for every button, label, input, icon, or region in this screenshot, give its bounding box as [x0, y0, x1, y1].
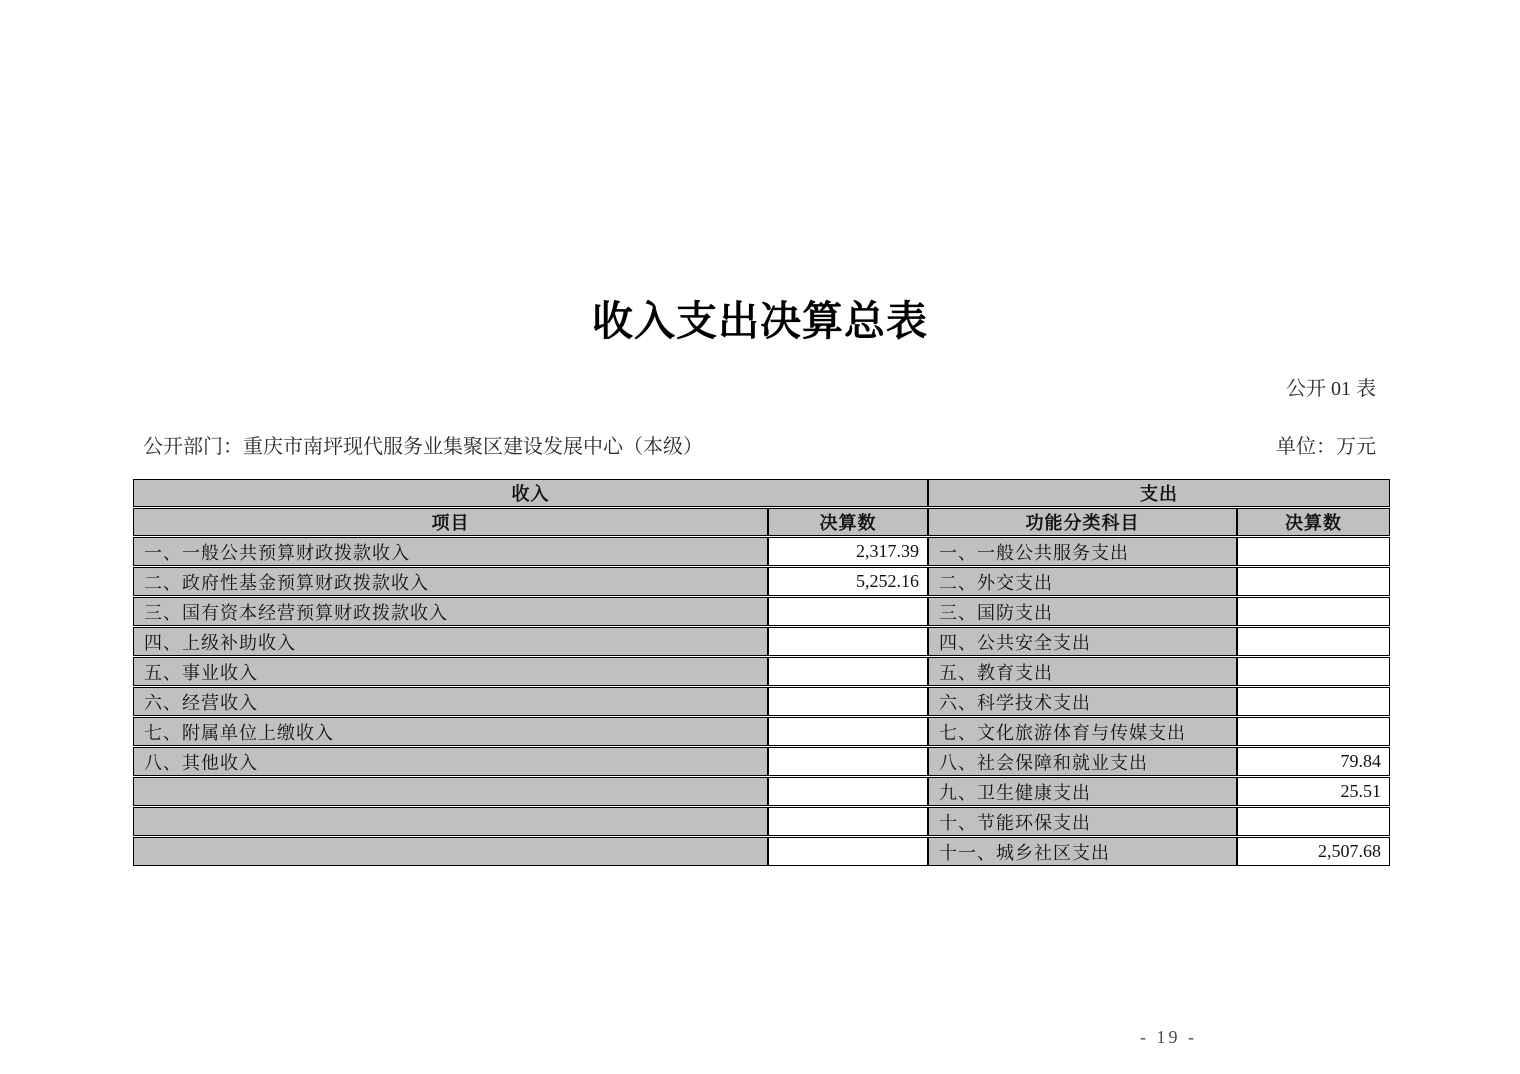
income-item-cell: 一、一般公共预算财政拨款收入	[133, 537, 768, 566]
expense-value-cell	[1237, 567, 1390, 596]
income-value-cell	[768, 747, 928, 776]
expense-item-cell: 一、一般公共服务支出	[928, 537, 1237, 566]
income-value-cell: 5,252.16	[768, 567, 928, 596]
meta-row	[133, 430, 1390, 459]
expense-item-cell: 十、节能环保支出	[928, 807, 1237, 836]
expense-value-cell	[1237, 627, 1390, 656]
table-row	[133, 717, 1390, 746]
expense-item-column-header: 功能分类科目	[928, 508, 1237, 536]
expense-item-cell: 八、社会保障和就业支出	[928, 747, 1237, 776]
expense-value-cell: 2,507.68	[1237, 837, 1390, 866]
income-value-cell	[768, 657, 928, 686]
table-row	[133, 687, 1390, 716]
income-item-cell	[133, 837, 768, 866]
income-value-cell	[768, 807, 928, 836]
page-title: 收入支出决算总表	[592, 298, 928, 344]
income-value-cell	[768, 777, 928, 806]
income-value-cell	[768, 627, 928, 656]
table-body	[133, 537, 1390, 866]
table-row	[133, 657, 1390, 686]
income-item-cell: 六、经营收入	[133, 687, 768, 716]
income-value-cell	[768, 597, 928, 626]
table-row	[133, 597, 1390, 626]
income-item-column-header: 项目	[133, 508, 768, 536]
table-row	[133, 627, 1390, 656]
income-value-column-header: 决算数	[768, 508, 928, 536]
expense-item-cell: 九、卫生健康支出	[928, 777, 1237, 806]
expense-item-cell: 七、文化旅游体育与传媒支出	[928, 717, 1237, 746]
income-value-cell	[768, 717, 928, 746]
table-row	[133, 777, 1390, 806]
expense-value-cell	[1237, 537, 1390, 566]
table-number: 公开 01 表	[1286, 378, 1376, 400]
income-item-cell: 二、政府性基金预算财政拨款收入	[133, 567, 768, 596]
income-item-cell: 八、其他收入	[133, 747, 768, 776]
expense-item-cell: 十一、城乡社区支出	[928, 837, 1237, 866]
table-row	[133, 567, 1390, 596]
expense-item-cell: 二、外交支出	[928, 567, 1237, 596]
expense-value-cell	[1237, 807, 1390, 836]
income-value-cell: 2,317.39	[768, 537, 928, 566]
column-header-row	[133, 508, 1390, 536]
expense-value-cell: 25.51	[1237, 777, 1390, 806]
income-section-header: 收入	[133, 479, 928, 507]
expense-item-cell: 六、科学技术支出	[928, 687, 1237, 716]
section-header-row	[133, 479, 1390, 507]
expense-value-column-header: 决算数	[1237, 508, 1390, 536]
income-value-cell	[768, 837, 928, 866]
table-row	[133, 537, 1390, 566]
expense-value-cell	[1237, 657, 1390, 686]
income-item-cell: 四、上级补助收入	[133, 627, 768, 656]
expense-value-cell	[1237, 687, 1390, 716]
expense-value-cell	[1237, 717, 1390, 746]
page-number: - 19 -	[1140, 1027, 1197, 1047]
table-row	[133, 807, 1390, 836]
income-item-cell	[133, 807, 768, 836]
income-item-cell: 三、国有资本经营预算财政拨款收入	[133, 597, 768, 626]
expense-section-header: 支出	[928, 479, 1390, 507]
expense-value-cell: 79.84	[1237, 747, 1390, 776]
table-row	[133, 747, 1390, 776]
income-value-cell	[768, 687, 928, 716]
income-item-cell: 五、事业收入	[133, 657, 768, 686]
expense-value-cell	[1237, 597, 1390, 626]
income-item-cell: 七、附属单位上缴收入	[133, 717, 768, 746]
expense-item-cell: 三、国防支出	[928, 597, 1237, 626]
income-item-cell	[133, 777, 768, 806]
expense-item-cell: 四、公共安全支出	[928, 627, 1237, 656]
department-label: 公开部门：重庆市南坪现代服务业集聚区建设发展中心（本级）	[143, 436, 703, 458]
budget-summary-table	[133, 478, 1390, 867]
unit-label: 单位：万元	[1276, 436, 1376, 458]
table-row	[133, 837, 1390, 866]
expense-item-cell: 五、教育支出	[928, 657, 1237, 686]
